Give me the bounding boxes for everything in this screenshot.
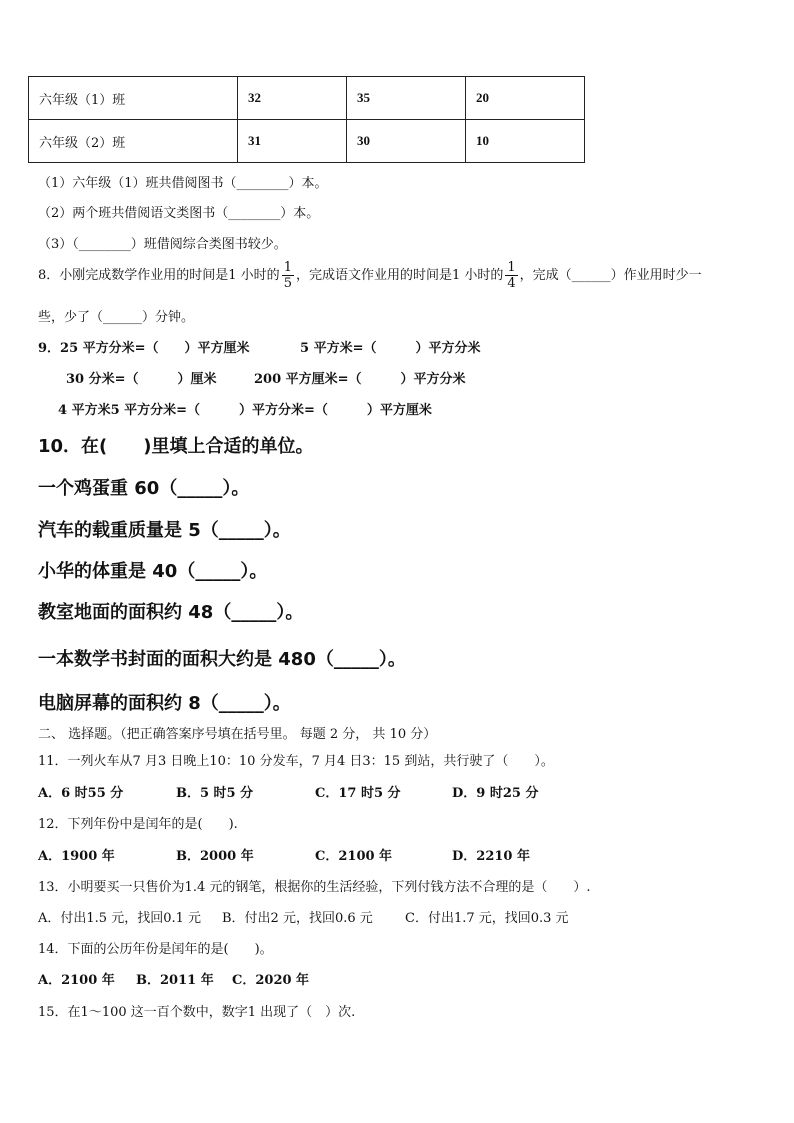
q15-stem: 15．在1～100 这一百个数中，数字1 出现了（ ）次. [38,1005,356,1020]
fraction-numerator: 1 [283,260,292,275]
q9-row3: 4 平方米5 平方分米=（ ）平方分米=（ ）平方厘米 [58,403,432,418]
q9-row1b: 5 平方米=（ ）平方分米 [300,341,481,356]
q11-option-a: A．6 时55 分 [38,786,124,801]
q10-item: 教室地面的面积约 48（_____）。 [38,602,304,623]
q11-option-b: B．5 时5 分 [176,786,254,801]
q13-option-a: A．付出1.5 元，找回0.1 元 [38,911,202,926]
q12-option-d: D．2210 年 [452,849,530,864]
fraction-denominator: 5 [283,276,292,291]
q13-stem: 13．小明要买一只售价为1.4 元的钢笔，根据你的生活经验，下列付钱方法不合理的是（ ）. [38,880,591,895]
table-cell: 30 [347,120,466,163]
q10-item: 小华的体重是 40（_____）。 [38,561,268,582]
q14-option-c: C．2020 年 [232,973,310,988]
q12-option-c: C．2100 年 [315,849,393,864]
fraction-numerator: 1 [507,260,516,275]
table-cell: 20 [466,77,585,120]
fraction-denominator: 4 [507,276,516,291]
q14-option-b: B．2011 年 [136,973,214,988]
q12-stem: 12．下列年份中是闰年的是( ). [38,817,238,832]
q14-option-a: A．2100 年 [38,973,115,988]
table-cell: 六年级（2）班 [29,120,238,163]
table-cell: 六年级（1）班 [29,77,238,120]
q7-sub1: （1）六年级（1）班共借阅图书（________）本。 [38,176,328,191]
q7-sub2: （2）两个班共借阅语文类图书（________）本。 [38,206,320,221]
borrowing-table [28,76,585,163]
table-cell: 10 [466,120,585,163]
q9-row2b: 200 平方厘米=（ ）平方分米 [254,372,466,387]
table-cell: 31 [238,120,347,163]
q9-row2a: 30 分米=（ ）厘米 [66,372,217,387]
q8-text-1: 8．小刚完成数学作业用的时间是1 小时的 [38,268,280,283]
q11-stem: 11．一列火车从7 月3 日晚上10：10 分发车，7 月4 日3：15 到站，共行驶了（ ）。 [38,754,554,769]
table-cell: 32 [238,77,347,120]
q11-option-c: C．17 时5 分 [315,786,401,801]
q7-sub3: （3）（________）班借阅综合类图书较少。 [38,237,287,252]
q14-stem: 14．下面的公历年份是闰年的是( )。 [38,942,273,957]
q12-option-b: B．2000 年 [176,849,254,864]
q12-option-a: A．1900 年 [38,849,115,864]
q13-option-c: C．付出1.7 元，找回0.3 元 [405,911,569,926]
fraction-one-fifth [282,260,294,291]
q10-item: 一个鸡蛋重 60（_____）。 [38,478,250,499]
fraction-one-quarter [505,260,517,291]
q8-line2: 些，少了（______）分钟。 [38,310,195,325]
q9-row1a: 9．25 平方分米=（ ）平方厘米 [38,341,250,356]
q13-option-b: B．付出2 元，找回0.6 元 [222,911,373,926]
table-cell: 35 [347,77,466,120]
q8-text-2: ，完成语文作业用的时间是1 小时的 [295,268,504,283]
q10-item: 汽车的载重质量是 5（_____）。 [38,520,291,541]
q8-text-3: ，完成（______）作业用时少一 [519,268,702,283]
q8-line1 [38,258,702,294]
section-2-heading: 二、 选择题。（把正确答案序号填在括号里。 每题 2 分， 共 10 分） [38,727,437,742]
q11-option-d: D．9 时25 分 [452,786,539,801]
q10-title: 10．在( )里填上合适的单位。 [38,436,314,457]
table-row [29,120,585,163]
q10-item: 一本数学书封面的面积大约是 480（_____）。 [38,649,406,670]
q10-item: 电脑屏幕的面积约 8（_____）。 [38,693,291,714]
table-row [29,77,585,120]
